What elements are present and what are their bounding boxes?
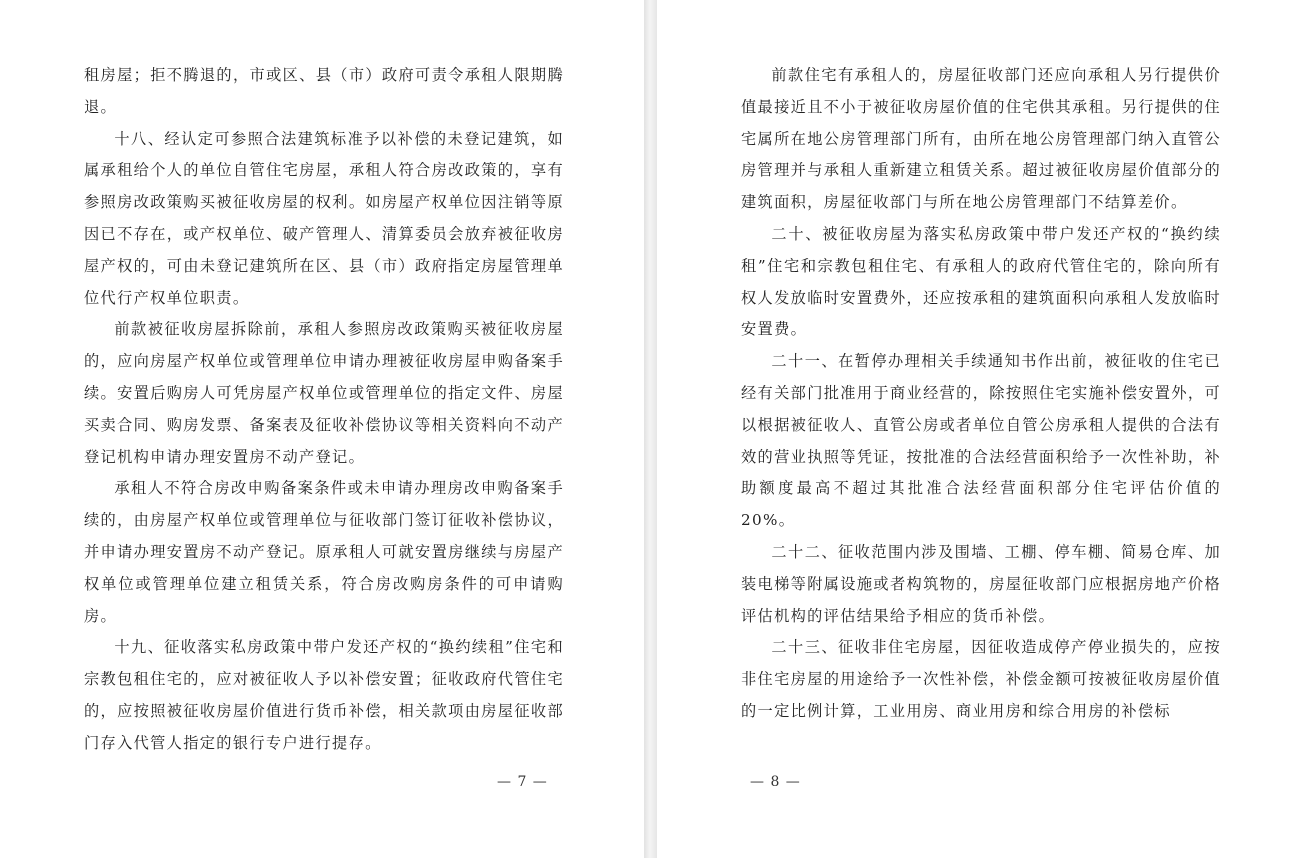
paragraph: 前款住宅有承租人的，房屋征收部门还应向承租人另行提供价值最接近且不小于被征收房屋价值的住宅供其承租。另行提供的住宅属所在地公房管理部门所有，由所在地公房管理部门纳入直管公房管理并与承租人重新建立租赁关系。超过被征收房屋价值部分的建筑面积，房屋征收部门与所在地公房管理部门不结算差价。 — [741, 66, 1221, 212]
page-8-text — [741, 60, 1221, 728]
page-7-text — [84, 60, 564, 760]
paragraph: 二十二、征收范围内涉及围墙、工棚、停车棚、简易仓库、加装电梯等附属设施或者构筑物的，房屋征收部门应根据房地产价格评估机构的评估结果给予相应的货币补偿。 — [741, 542, 1221, 625]
page-7 — [0, 0, 644, 858]
paragraph: 二十一、在暂停办理相关手续通知书作出前，被征收的住宅已经有关部门批准用于商业经营的，除按照住宅实施补偿安置外，可以根据被征收人、直管公房或者单位自管公房承租人提供的合法有效的营业执照等凭证，按批准的合法经营面积给予一次性补助，补助额度最高不超过其批准合法经营面积部分住宅评估价值的 20%。 — [741, 352, 1221, 530]
paragraph: 二十三、征收非住宅房屋，因征收造成停产停业损失的，应按非住宅房屋的用途给予一次性补偿，补偿金额可按被征收房屋价值的一定比例计算，工业用房、商业用房和综合用房的补偿标 — [741, 638, 1221, 720]
paragraph: 前款被征收房屋拆除前，承租人参照房改政策购买被征收房屋的，应向房屋产权单位或管理单位申请办理被征收房屋申购备案手续。安置后购房人可凭房屋产权单位或管理单位的指定文件、房屋买卖合同、购房发票、备案表及征收补偿协议等相关资料向不动产登记机构申请办理安置房不动产登记。 — [84, 320, 564, 466]
paragraph: 二十、被征收房屋为落实私房政策中带户发还产权的“换约续租”住宅和宗教包租住宅、有承租人的政府代管住宅的，除向所有权人发放临时安置费外，还应按承租的建筑面积向承租人发放临时安置费。 — [741, 224, 1221, 339]
paragraph: 承租人不符合房改申购备案条件或未申请办理房改申购备案手续的，由房屋产权单位或管理单位与征收部门签订征收补偿协议，并申请办理安置房不动产登记。原承租人可就安置房继续与房屋产权单位或管理单位建立租赁关系，符合房改购房条件的可申请购房。 — [84, 479, 564, 625]
paragraph: 十九、征收落实私房政策中带户发还产权的“换约续租”住宅和宗教包租住宅的，应对被征收人予以补偿安置；征收政府代管住宅的，应按照被征收房屋价值进行货币补偿，相关款项由房屋征收部门存入代管人指定的银行专户进行提存。 — [84, 638, 564, 752]
paragraph: 十八、经认定可参照合法建筑标准予以补偿的未登记建筑，如属承租给个人的单位自管住宅房屋，承租人符合房改政策的，享有参照房改政策购买被征收房屋的权利。如房屋产权单位因注销等原因已不存在，或产权单位、破产管理人、清算委员会放弃被征收房屋产权的，可由未登记建筑所在区、县（市）政府指定房屋管理单位代行产权单位职责。 — [84, 129, 564, 307]
page-number: — 8 — — [750, 774, 801, 790]
page-gutter — [644, 0, 657, 858]
paragraph: 租房屋；拒不腾退的，市或区、县（市）政府可责令承租人限期腾退。 — [84, 66, 564, 116]
page-8 — [657, 0, 1303, 858]
page-number: — 7 — — [497, 774, 548, 790]
